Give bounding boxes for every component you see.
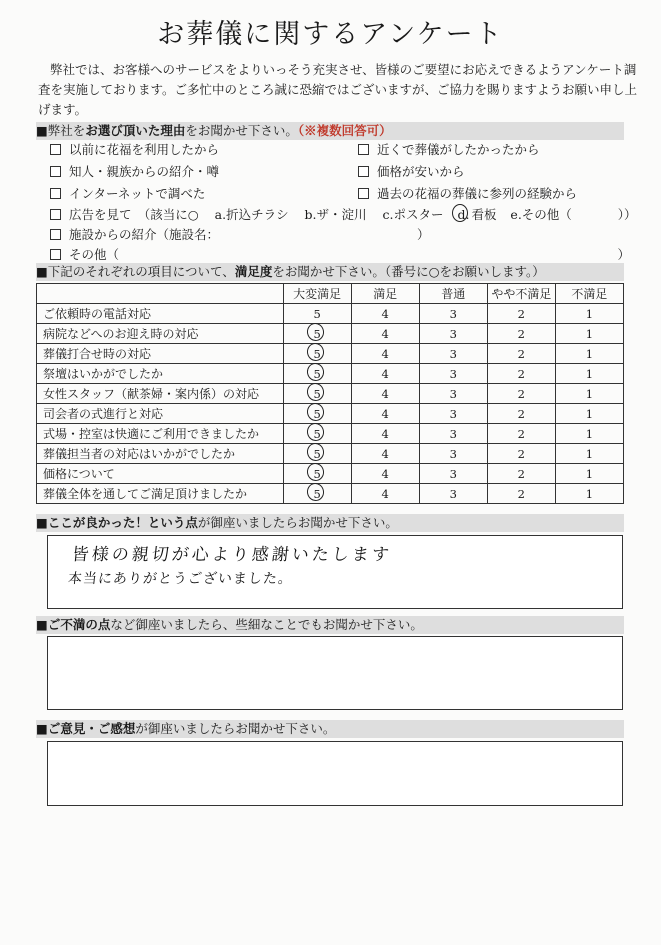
handwritten-line-2: 本当にありがとうございました。	[67, 571, 294, 587]
row-label: 葬儀打合せ時の対応	[37, 344, 284, 364]
table-row	[37, 384, 624, 404]
table-header-row	[37, 284, 624, 304]
reason-option-referral[interactable]	[50, 163, 219, 181]
ad-option-b[interactable]: b.ザ・淀川	[304, 207, 367, 222]
ad-option-e[interactable]: e.その他（	[510, 207, 572, 222]
rating-1[interactable]: 1	[555, 464, 623, 484]
rating-4[interactable]: 4	[351, 364, 419, 384]
table-row	[37, 344, 624, 364]
rating-5-circled[interactable]	[283, 404, 351, 424]
reason-option-nearby[interactable]	[358, 141, 540, 159]
row-label: 式場・控室は快適にご利用できましたか	[37, 424, 284, 444]
hand-circle-mark	[305, 461, 325, 482]
rating-value: 5	[313, 446, 321, 461]
section-complaints-header	[36, 616, 624, 634]
table-row	[37, 424, 624, 444]
reason-option-internet[interactable]	[50, 185, 205, 203]
reason-label: 以前に花福を利用したから	[69, 142, 220, 157]
rating-4[interactable]: 4	[351, 324, 419, 344]
rating-value: 5	[313, 466, 321, 481]
table-header: 不満足	[555, 284, 623, 304]
rating-1[interactable]: 1	[555, 364, 623, 384]
table-row	[37, 444, 624, 464]
rating-1[interactable]: 1	[555, 444, 623, 464]
ad-option-d-letter: d.	[457, 207, 470, 222]
ad-option-d-label: 看板	[471, 207, 497, 222]
row-label: 司会者の式進行と対応	[37, 404, 284, 424]
rating-5-circled[interactable]	[283, 464, 351, 484]
rating-2[interactable]: 2	[487, 344, 555, 364]
row-label: 価格について	[37, 464, 284, 484]
rating-1[interactable]: 1	[555, 404, 623, 424]
rating-5-circled[interactable]	[283, 324, 351, 344]
section-complaints-suffix: など御座いましたら、些細なことでもお聞かせ下さい。	[110, 617, 423, 632]
rating-value: 5	[313, 386, 321, 401]
rating-5-circled[interactable]	[283, 444, 351, 464]
hand-circle-mark	[305, 401, 325, 422]
rating-5-circled[interactable]	[283, 484, 351, 504]
other-label: その他（	[69, 247, 120, 262]
hand-circle-mark	[305, 341, 325, 362]
section-satisfaction-bold: 満足度	[234, 264, 273, 279]
rating-2[interactable]: 2	[487, 304, 555, 324]
rating-1[interactable]: 1	[555, 384, 623, 404]
table-header: 普通	[419, 284, 487, 304]
checkbox[interactable]	[358, 144, 369, 155]
hand-circle-mark	[305, 361, 325, 382]
rating-5-circled[interactable]	[283, 344, 351, 364]
rating-2[interactable]: 2	[487, 424, 555, 444]
ad-close: ））	[617, 207, 637, 222]
reason-option-other[interactable]	[50, 246, 630, 264]
reason-label: インターネットで調べた	[69, 186, 206, 201]
reason-label: 知人・親族からの紹介・噂	[69, 164, 220, 179]
handwritten-line-1: 皆様の親切が心より感謝いたします	[70, 545, 393, 565]
section-good-points-header	[36, 514, 624, 532]
rating-value: 5	[313, 426, 321, 441]
rating-3[interactable]: 3	[419, 364, 487, 384]
section-good-suffix: が御座いましたらお聞かせ下さい。	[197, 515, 398, 530]
complaints-answer-box[interactable]	[47, 636, 623, 710]
rating-2[interactable]: 2	[487, 364, 555, 384]
rating-2[interactable]: 2	[487, 324, 555, 344]
hand-circle-mark	[305, 441, 325, 462]
rating-5-circled[interactable]	[283, 364, 351, 384]
rating-2[interactable]: 2	[487, 444, 555, 464]
checkbox[interactable]	[50, 229, 61, 240]
satisfaction-table	[36, 283, 624, 504]
rating-1[interactable]: 1	[555, 344, 623, 364]
rating-1[interactable]: 1	[555, 424, 623, 444]
hand-circle-mark	[305, 421, 325, 442]
reason-option-previous-use[interactable]	[50, 141, 219, 159]
ad-prefix: 広告を見て （該当に○	[69, 207, 199, 222]
row-label: 葬儀担当者の対応はいかがでしたか	[37, 444, 284, 464]
rating-5-circled[interactable]	[283, 384, 351, 404]
checkbox[interactable]	[358, 188, 369, 199]
table-row	[37, 364, 624, 384]
multiple-answers-note: （※複数回答可）	[297, 123, 392, 138]
section-opinions-prefix: ■	[36, 721, 48, 736]
rating-1[interactable]: 1	[555, 304, 623, 324]
checkbox[interactable]	[50, 144, 61, 155]
checkbox[interactable]	[50, 249, 61, 260]
row-label: 女性スタッフ（献茶婦・案内係）の対応	[37, 384, 284, 404]
rating-5[interactable]: 5	[283, 304, 351, 324]
other-close: ）	[617, 247, 630, 262]
rating-3[interactable]: 3	[419, 484, 487, 504]
checkbox[interactable]	[50, 188, 61, 199]
checkbox[interactable]	[358, 166, 369, 177]
rating-4[interactable]: 4	[351, 344, 419, 364]
rating-3[interactable]: 3	[419, 324, 487, 344]
table-header: やや不満足	[487, 284, 555, 304]
rating-2[interactable]: 2	[487, 484, 555, 504]
rating-3[interactable]: 3	[419, 304, 487, 324]
intro-text: 弊社では、お客様へのサービスをよりいっそう充実させ、皆様のご要望にお応えできるようアンケート調査を実施しております。ご多忙中のところ誠に恐縮ではございますが、ご協力を賜りますようお願い申し上げます。	[38, 62, 638, 117]
rating-value: 5	[313, 406, 321, 421]
table-row	[37, 324, 624, 344]
rating-4[interactable]: 4	[351, 404, 419, 424]
good-points-answer-box[interactable]	[47, 535, 623, 609]
rating-5-circled[interactable]	[283, 424, 351, 444]
section-complaints-prefix: ■	[36, 617, 48, 632]
rating-1[interactable]: 1	[555, 484, 623, 504]
rating-4[interactable]: 4	[351, 444, 419, 464]
table-row	[37, 484, 624, 504]
reason-option-advertisement[interactable]	[50, 206, 637, 224]
hand-circle-mark	[305, 481, 325, 502]
table-header: 満足	[351, 284, 419, 304]
section-opinions-bold: ご意見・ご感想	[47, 721, 136, 736]
rating-3[interactable]: 3	[419, 444, 487, 464]
ad-option-d-circled[interactable]	[455, 206, 471, 224]
row-label: 病院などへのお迎え時の対応	[37, 324, 284, 344]
rating-value: 5	[313, 346, 321, 361]
section-reasons-header	[36, 122, 624, 140]
table-header-blank	[37, 284, 284, 304]
rating-4[interactable]: 4	[351, 424, 419, 444]
section-good-prefix: ■	[36, 515, 48, 530]
reason-option-price[interactable]	[358, 163, 465, 181]
rating-3[interactable]: 3	[419, 464, 487, 484]
table-row	[37, 304, 624, 324]
reason-option-past-attendance[interactable]	[358, 185, 577, 203]
rating-3[interactable]: 3	[419, 424, 487, 444]
rating-4[interactable]: 4	[351, 384, 419, 404]
rating-value: 5	[313, 486, 321, 501]
page-title: お葬儀に関するアンケート	[157, 19, 504, 50]
row-label: 葬儀全体を通してご満足頂けましたか	[37, 484, 284, 504]
section-reasons-suffix: をお聞かせ下さい。	[185, 123, 298, 138]
rating-4[interactable]: 4	[351, 464, 419, 484]
ad-option-c[interactable]: c.ポスター	[382, 207, 444, 222]
reason-option-facility[interactable]	[50, 226, 430, 244]
section-satisfaction-suffix: をお聞かせ下さい。（番号に○をお願いします。）	[272, 264, 545, 279]
rating-1[interactable]: 1	[555, 324, 623, 344]
section-satisfaction-prefix: ■下記のそれぞれの項目について、	[36, 264, 235, 279]
rating-3[interactable]: 3	[419, 344, 487, 364]
row-label: 祭壇はいかがでしたか	[37, 364, 284, 384]
reason-label: 過去の花福の葬儀に参列の経験から	[377, 186, 578, 201]
reason-label: 価格が安いから	[377, 164, 465, 179]
table-row	[37, 464, 624, 484]
section-satisfaction-header	[36, 263, 624, 281]
rating-4[interactable]: 4	[351, 304, 419, 324]
section-complaints-bold: ご不満の点	[47, 617, 111, 632]
hand-circle-mark	[305, 321, 325, 342]
table-row	[37, 404, 624, 424]
section-reasons-prefix: ■弊社を	[36, 123, 86, 138]
opinions-answer-box[interactable]	[47, 741, 623, 806]
rating-value: 5	[313, 326, 321, 341]
section-opinions-suffix: が御座いましたらお聞かせ下さい。	[135, 721, 336, 736]
section-reasons-bold: お選び頂いた理由	[85, 123, 186, 138]
section-good-bold: ここが良かった！という点	[47, 515, 198, 530]
facility-close: ）	[416, 227, 430, 242]
checkbox[interactable]	[50, 166, 61, 177]
rating-2[interactable]: 2	[487, 464, 555, 484]
rating-4[interactable]: 4	[351, 484, 419, 504]
rating-2[interactable]: 2	[487, 384, 555, 404]
section-opinions-header	[36, 720, 624, 738]
reason-label: 近くで葬儀がしたかったから	[377, 142, 540, 157]
rating-2[interactable]: 2	[487, 404, 555, 424]
row-label: ご依頼時の電話対応	[37, 304, 284, 324]
rating-value: 5	[313, 366, 321, 381]
table-header: 大変満足	[283, 284, 351, 304]
checkbox[interactable]	[50, 209, 61, 220]
rating-3[interactable]: 3	[419, 384, 487, 404]
rating-3[interactable]: 3	[419, 404, 487, 424]
ad-option-a[interactable]: a.折込チラシ	[214, 207, 289, 222]
facility-label: 施設からの紹介（施設名：	[69, 227, 220, 242]
hand-circle-mark	[305, 381, 325, 402]
